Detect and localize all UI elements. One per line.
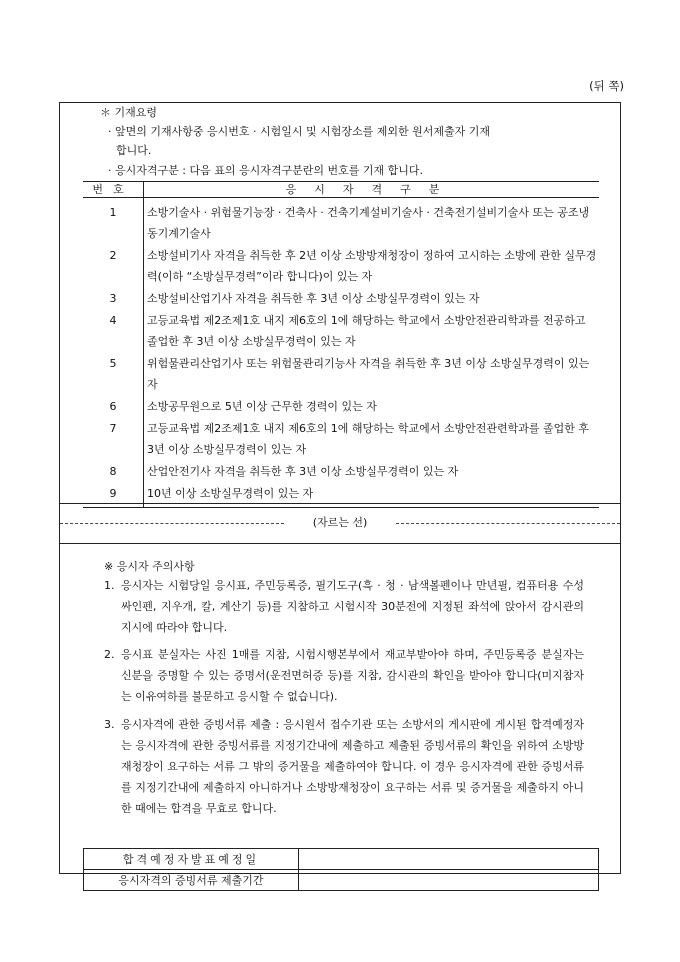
instructions-header: ＊ 기재요령 [100,106,158,119]
row-number: 6 [83,395,144,417]
instruction-line-1: · 앞면의 기재사항중 응시번호 · 시험일시 및 시험장소를 제외한 원서제출자 기재 [108,125,490,138]
notice-header: ※ 응시자 주의사항 [104,560,195,573]
announcement-date-value[interactable] [299,849,599,870]
row-text: 소방공무원으로 5년 이상 근무한 경력이 있는 자 [147,400,377,413]
row-number: 9 [83,482,144,508]
table-row [84,870,599,891]
table-row [83,244,599,287]
row-text: 소방기술사 · 위험물기능장 · 건축사 · 건축기계설비기술사 · 건축전기설비기술사 또는 공조냉동기계기술사 [147,206,590,240]
table-row [83,417,599,460]
notice-item-number: 3. [104,718,115,731]
row-number: 4 [83,309,144,352]
qualification-table [83,181,599,508]
page-side-label: (뒤 쪽) [589,79,624,93]
instruction-line-2: · 응시자격구분 : 다음 표의 응시자격구분란의 번호를 기재 합니다. [108,164,423,177]
row-text: 고등교육법 제2조제1호 내지 제6호의 1에 해당하는 학교에서 소방안전관리학과를 전공하고 졸업한 후 3년 이상 소방실무경력이 있는 자 [147,314,586,348]
row-text: 산업안전기사 자격을 취득한 후 3년 이상 소방실무경력이 있는 자 [147,465,459,478]
cut-line [60,503,620,543]
notice-item-2 [104,644,584,707]
notice-item-number: 1. [104,579,115,592]
cut-line-label: (자르는 선) [312,516,368,529]
table-row [84,849,599,870]
row-number: 2 [83,244,144,287]
row-number: 3 [83,287,144,309]
announcement-date-label: 합격예정자발표예정일 [84,849,299,870]
instruction-line-1-cont: 합니다. [116,144,152,157]
document-period-value[interactable] [299,870,599,891]
row-text: 고등교육법 제2조제1호 내지 제6호의 1에 해당하는 학교에서 소방안전관련학과를 졸업한 후 3년 이상 소방실무경력이 있는 자 [147,422,589,456]
announcement-table [83,848,599,891]
row-text: 소방설비산업기사 자격을 취득한 후 3년 이상 소방실무경력이 있는 자 [147,292,480,305]
notice-item-text: 응시자는 시험당일 응시표, 주민등록증, 필기도구(흑 · 청 · 남색볼펜이나 만년필, 컴퓨터용 수성싸인펜, 지우개, 칼, 계산기 등)를 지참하고 시험시작 30분전에 지정된 좌석에 앉아서 감시관의 지시에 따라야 합니다. [121,579,584,634]
row-number: 7 [83,417,144,460]
table-row [83,309,599,352]
notice-item-3 [104,714,584,819]
notice-item-1 [104,575,584,638]
row-number: 5 [83,352,144,395]
row-text: 위험물관리산업기사 또는 위험물관리기능사 자격을 취득한 후 3년 이상 소방실무경력이 있는 자 [147,357,590,391]
table-row [83,287,599,309]
form-back-page [59,102,621,887]
cut-line-dash-right [396,523,620,524]
applicant-notice-section [60,543,620,887]
table-row [83,352,599,395]
col-header-qualification: 응시자격구분 [144,182,600,198]
table-row [83,460,599,482]
filling-instructions-section [60,103,620,504]
row-text: 10년 이상 소방실무경력이 있는 자 [144,482,600,508]
notice-item-number: 2. [104,648,115,661]
col-header-number: 번호 [83,182,144,198]
row-text: 소방설비기사 자격을 취득한 후 2년 이상 소방방재청장이 정하여 고시하는 소방에 관한 실무경력(이하 “소방실무경력”이라 합니다)이 있는 자 [147,249,597,283]
notice-item-text: 응시표 분실자는 사진 1매를 지참, 시험시행본부에서 재교부받아야 하며, 주민등록증 분실자는 신분을 증명할 수 있는 증명서(운전면허증 등)를 지참, 감시관의 확인을 받아야 합니다(미지참자는 이유여하를 불문하고 응시할 수 없습니다). [121,648,584,703]
table-row [83,395,599,417]
row-number: 1 [83,198,144,245]
table-row [83,198,599,245]
notice-item-text: 응시자격에 관한 증빙서류 제출 : 응시원서 접수기관 또는 소방서의 게시판에 게시된 합격예정자는 응시자격에 관한 증빙서류를 지정기간내에 제출하고 제출된 증빙서류의 확인을 위하여 소방방재청장이 요구하는 서류 그 밖의 증거물을 제출하여야 합니다. 이 경우 응시자격에 관한 증빙서류를 지정기간내에 제출하지 아니하거나 소방방재청장이 요구하는 서류 및 증거물을 제출하지 아니한 때에는 합격을 무효로 합니다. [121,718,584,815]
row-number: 8 [83,460,144,482]
document-period-label: 응시자격의 증빙서류 제출기간 [84,870,299,891]
